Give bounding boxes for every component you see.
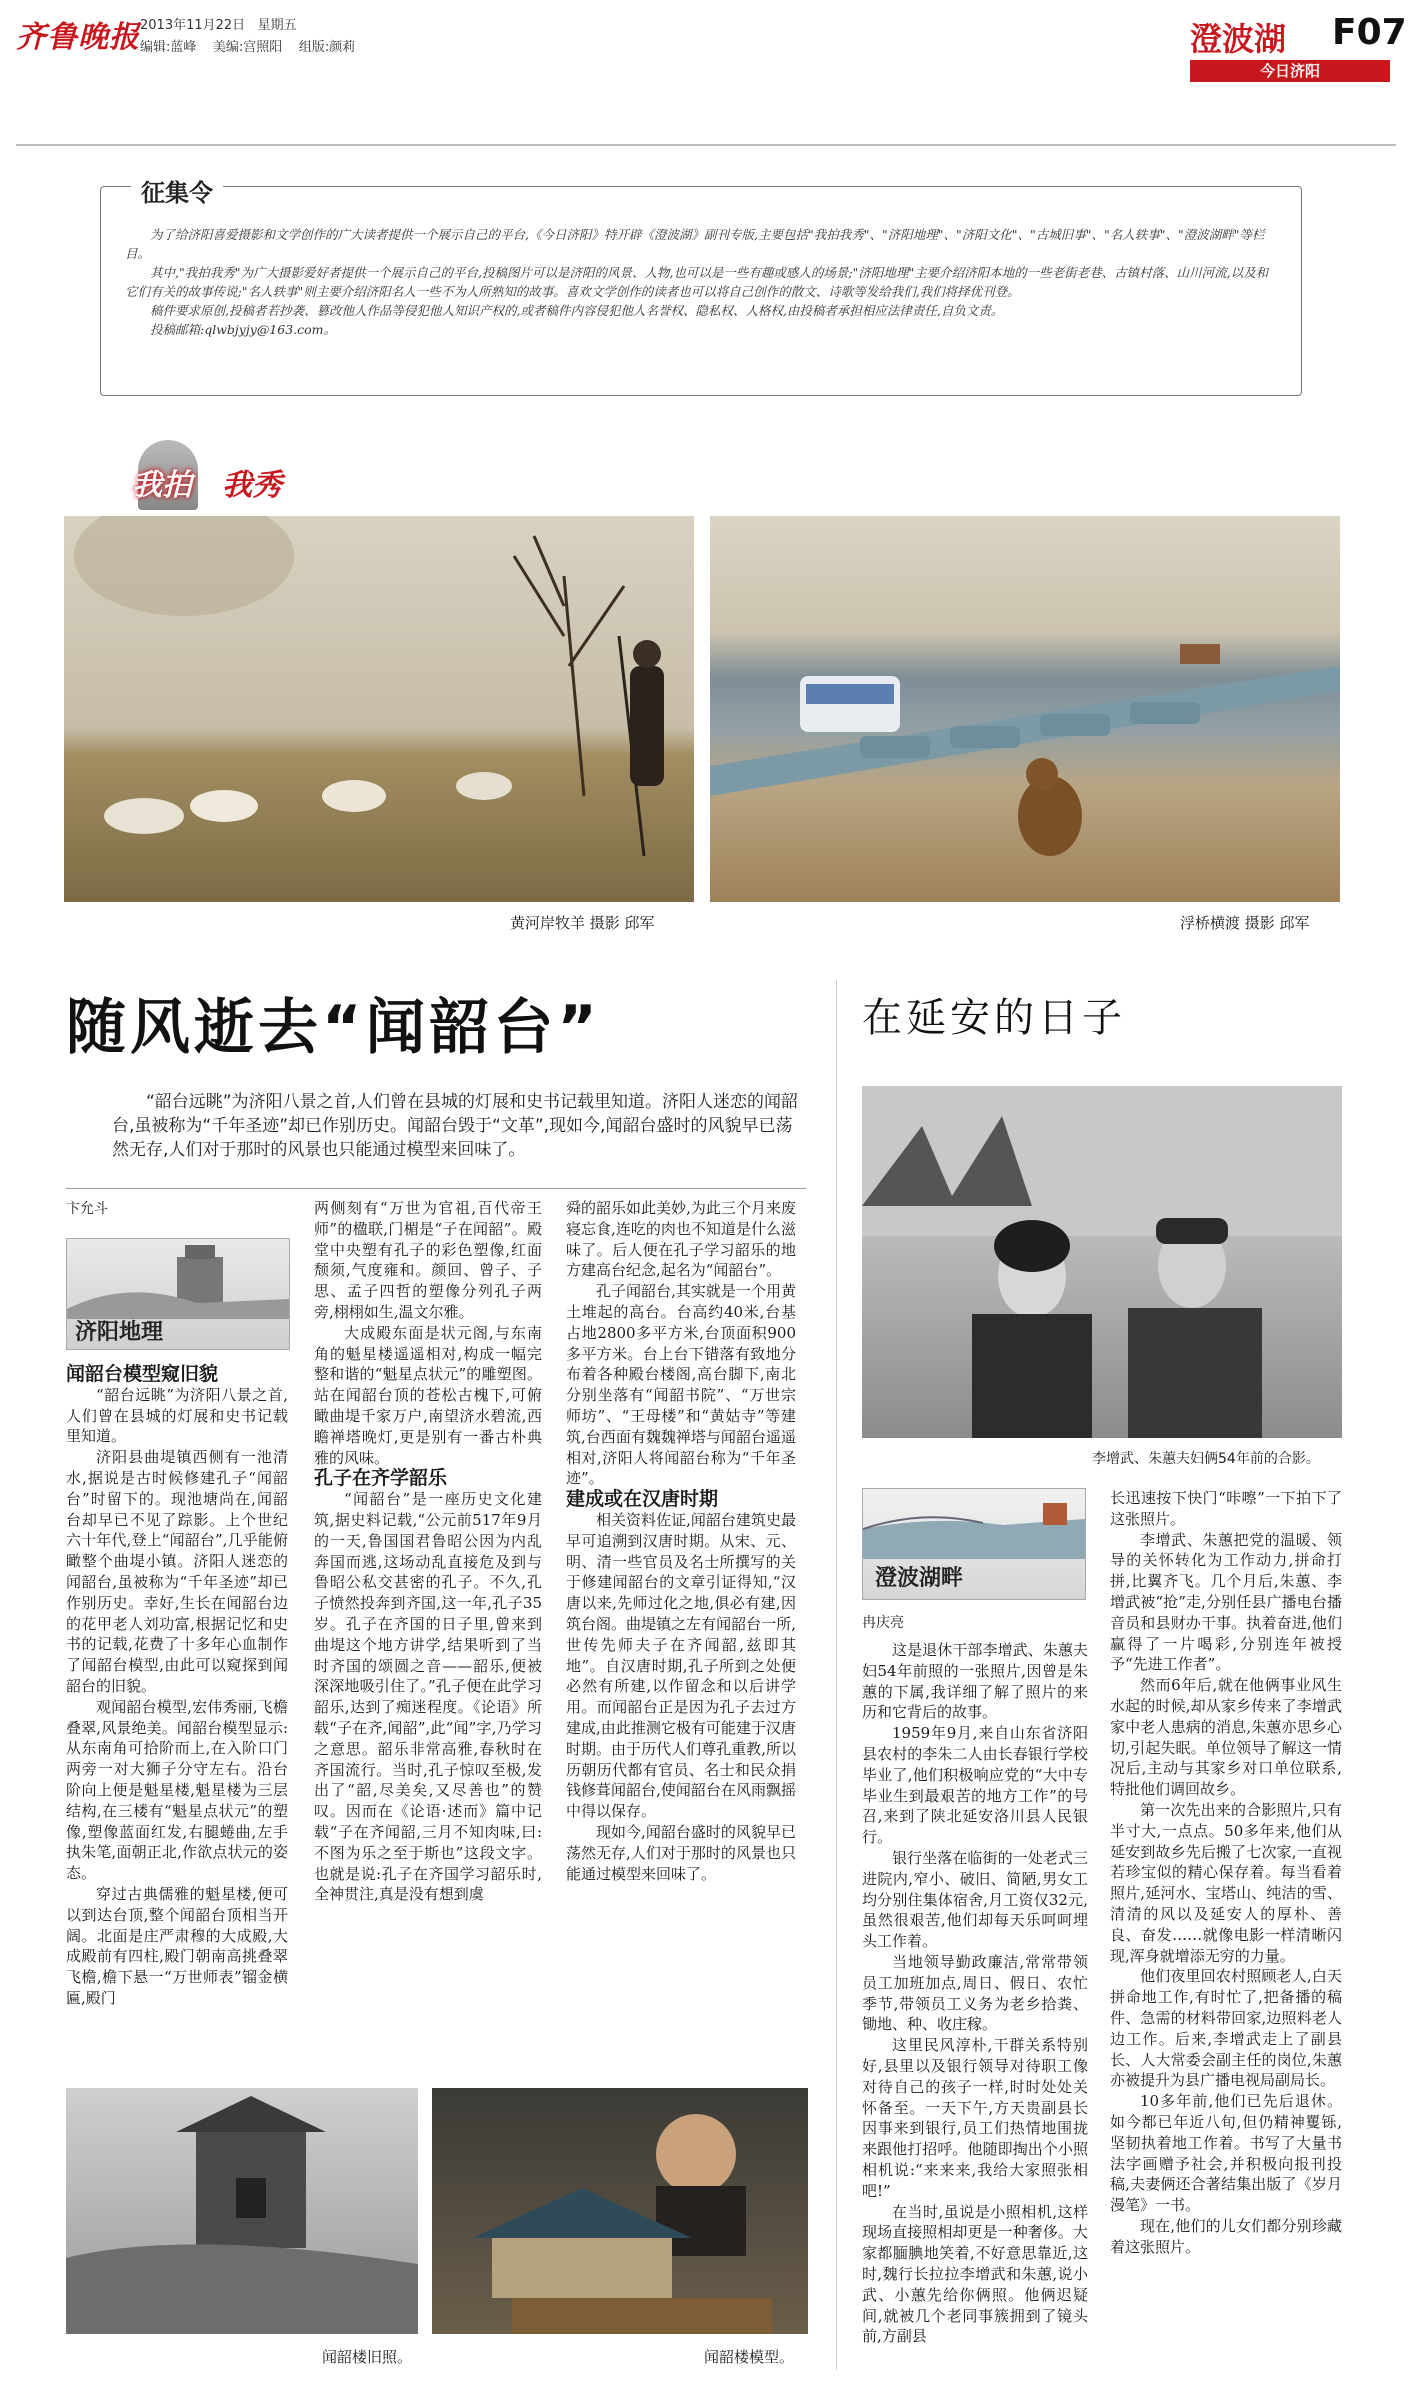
photo4-caption: 闻韶楼模型。 [704, 2348, 795, 2366]
model-illustration [432, 2088, 808, 2334]
paragraph: 第一次先出来的合影照片,只有半寸大,一点点。50多年来,他们从延安到故乡先后搬了七次家,一直视若珍宝似的精心保存着。每当看着照片,延河水、宝塔山、纯洁的雪、清清的风以及延安人的厚朴、善良、奋发……就像电影一样清晰闪现,浑身就增添无穷的力量。 [1110, 1800, 1342, 1965]
article1-rule [66, 1188, 806, 1189]
article-divider [836, 980, 837, 2370]
weekday-text: 星期五 [257, 18, 297, 33]
article1-column-2 [314, 1198, 542, 1905]
paragraph: 1959年9月,来自山东省济阳县农村的李朱二人由长春银行学校毕业了,他们积极响应党的“大中专毕业生到最艰苦的地方工作”的号召,来到了陕北延安洛川县人民银行。 [862, 1724, 1088, 1847]
paragraph: 现在,他们的儿女们都分别珍藏着这张照片。 [1110, 2216, 1342, 2256]
section-title: 澄波湖 [1190, 20, 1287, 58]
date-text: 2013年11月22日 [140, 18, 246, 33]
page-header [0, 0, 1409, 80]
article2-column-b [1110, 1488, 1342, 2257]
section-subtitle: 今日济阳 [1259, 62, 1320, 80]
layout-credit: 组版:颜莉 [298, 40, 356, 55]
article2-column-a [862, 1640, 1088, 2347]
paragraph: 穿过古典儒雅的魁星楼,便可以到达台顶,整个闻韶台顶相当开阔。北面是庄严肃穆的大成殿,大成殿前有四柱,殿门朝南高挑叠翠飞檐,檐下悬一“万世师表”镏金横匾,殿门 [66, 1884, 288, 2007]
editor-credit: 编辑:蓝峰 [140, 40, 197, 55]
paragraph: 银行坐落在临街的一处老式三进院内,窄小、破旧、简陋,男女工均分别住集体宿舍,月工资仅32元,虽然很艰苦,他们却每天乐呵呵埋头工作着。 [862, 1848, 1088, 1951]
photo2-caption: 浮桥横渡 摄影 邱军 [1180, 914, 1310, 932]
header-rule [16, 144, 1396, 146]
badge-text-b: 我秀 [222, 468, 282, 503]
designer-credit: 美编:宫照阳 [212, 40, 283, 55]
paragraph: 李增武、朱蕙把党的温暖、领导的关怀转化为工作动力,拼命打拼,比翼齐飞。几个月后,朱蕙、李增武被“抢”走,分别任县广播电台播音员和县财办干事。执着奋进,他们赢得了一片喝彩,分别连年被授予“先进工作者”。 [1110, 1530, 1342, 1674]
paragraph: 孔子闻韶台,其实就是一个用黄土堆起的高台。台高约40米,台基占地2800多平方米,台顶面积900多平方米。台上台下错落有致地分布着各种殿台楼阁,高台脚下,南北分别坐落有“闻韶书院”、“万世宗师坊”、“王母楼”和“黄姑寺”等建筑,台西面有魏魏禅塔与闻韶台遥遥相对,济阳人将闻韶台称为“千年圣迹”。 [566, 1282, 796, 1488]
staff-line [140, 36, 355, 55]
column-badge-jiyang-dili [66, 1238, 290, 1350]
old-pavilion-illustration [66, 2088, 418, 2334]
paragraph: 当地领导勤政廉洁,常常带领员工加班加点,周日、假日、农忙季节,带领员工义务为老乡拾粪、锄地、种、收庄稼。 [862, 1952, 1088, 2034]
article1-column-3 [566, 1198, 796, 1884]
lake-scene-icon [863, 1489, 1085, 1559]
paragraph: 济阳县曲堤镇西侧有一池清水,据说是古时候修建孔子“闻韶台”时留下的。现池塘尚在,闻韶台却早已不见了踪影。上个世纪六十年代,登上“闻韶台”,几乎能俯瞰整个曲堤小镇。济阳人迷恋的闻韶台,虽被称为“千年圣迹”却已作别历史。幸好,生长在闻韶台边的花甲老人刘功富,根据记忆和史书的记载,花费了十多年心血制作了闻韶台模型,由此可以窥探到闻韶台的旧貌。 [66, 1448, 288, 1695]
photo-couple-1959 [862, 1086, 1342, 1438]
paragraph: 这里民风淳朴,干群关系特别好,县里以及银行领导对待职工像对待自己的孩子一样,时时处处关怀备至。一天下午,方天贵副县长因事来到银行,员工们热情地围拢来跟他打招呼。他随即掏出个小照相机说:“来来来,我给大家照张相吧!” [862, 2036, 1088, 2200]
badge-text-a: 我拍 [132, 468, 192, 503]
article1-lead: “韶台远眺”为济阳八景之首,人们曾在县城的灯展和史书记载里知道。济阳人迷恋的闻韶台,虽被称为“千年圣迹”却已作别历史。闻韶台毁于“文革”,现如今,闻韶台盛时的风貌早已荡然无存,人们对于那时的风景也只能通过模型来回味了。 [112, 1092, 799, 1160]
article1-column-1 [66, 1364, 288, 2009]
article1-author: 卞允斗 [66, 1201, 108, 1217]
paragraph: 相关资料佐证,闻韶台建筑史最早可追溯到汉唐时期。从宋、元、明、清一些官员及名士所撰写的关于修建闻韶台的文章引证得知,“汉唐以来,先师过化之地,俱必有建,因筑台阁。曲堤镇之左有闻韶台一所,世传先师夫子在齐闻韶,兹即其地”。自汉唐时期,孔子所到之处便必然有所建,以作留念和以后讲学用。而闻韶台正是因为孔子去过方建成,由此推测它极有可能建于汉唐时期。由于历代人们尊孔重教,所以历朝历代都有官员、名士和民众捐钱修葺闻韶台,使闻韶台在风雨飘摇中得以保存。 [566, 1510, 796, 1821]
badge-label: 澄波湖畔 [875, 1566, 964, 1591]
paragraph: 舜的韶乐如此美妙,为此三个月来废寝忘食,连吃的肉也不知道是什么滋味了。后人便在孔子学习韶乐的地方建高台纪念,起名为“闻韶台”。 [566, 1199, 796, 1280]
notice-paragraph: 为了给济阳喜爱摄影和文学创作的广大读者提供一个展示自己的平台,《今日济阳》特开辟《澄波湖》副刊专版,主要包括"我拍我秀"、"济阳地理"、"济阳文化"、"古城旧事"、"名人轶事"、"澄波湖畔"等栏目。 [125, 227, 1265, 261]
section-subtitle-bar [1190, 60, 1390, 82]
newspaper-logo: 齐鲁晚报 [16, 20, 140, 55]
article2-headline: 在延安的日子 [862, 995, 1126, 1041]
paragraph: 10多年前,他们已先后退休。如今都已年近八旬,但仍精神矍铄,坚韧执着地工作着。书写了大量书法字画赠予社会,并积极向报刊投稿,夫妻俩还合著结集出版了《岁月漫笔》一书。 [1110, 2092, 1342, 2215]
notice-body [125, 225, 1275, 339]
subheading-han-tang: 建成或在汉唐时期 [566, 1488, 719, 1511]
article1-headline: 随风逝去“闻韶台” [66, 993, 601, 1063]
couple-portrait-illustration [862, 1086, 1342, 1438]
shepherd-scene-illustration [64, 516, 694, 902]
paragraph: 这是退休干部李增武、朱蕙夫妇54年前照的一张照片,因曾是朱蕙的下属,我详细了解了照片的来历和它背后的故事。 [862, 1641, 1088, 1722]
article2-author: 冉庆亮 [862, 1615, 904, 1631]
couple-photo-caption: 李增武、朱蕙夫妇俩54年前的合影。 [1092, 1451, 1320, 1467]
column-badge-chengbohu-pan [862, 1488, 1086, 1600]
photo-pontoon-bridge [710, 516, 1340, 902]
ancient-tower-sketch-icon [67, 1239, 289, 1319]
paragraph: “闻韶台”是一座历史文化建筑,据史料记载,“公元前517年9月的一天,鲁国国君鲁昭公因为内乱奔国而逃,这场动乱直接危及到与鲁昭公私交甚密的孔子。不久,孔子愤然投奔到齐国,这一年,孔子35岁。孔子在齐国的日子里,曾来到曲堤这个地方讲学,结果听到了当时齐国的颂圆之音——韶乐,便被深深地吸引住了。”孔子便在此学习韶乐,达到了痴迷程度。《论语》所载“子在齐,闻韶”,此“闻”字,乃学习之意思。韶乐非常高雅,春秋时在齐国流行。当时,孔子惊叹至极,发出了“韶,尽美矣,又尽善也”的赞叹。因而在《论语·述而》篇中记载“子在齐闻韶,三月不知肉味,曰:不图为乐之至于斯也”这段文字。也就是说:孔子在齐国学习韶乐时,全神贯注,真是没有想到虞 [314, 1490, 542, 1904]
bridge-scene-illustration [710, 516, 1340, 902]
paragraph: 在当时,虽说是小照相机,这样现场直接照相却更是一种奢侈。大家都腼腆地笑着,不好意思靠近,这时,魏行长拉拉李增武和朱蕙,说小武、小蕙先给你俩照。他俩迟疑间,就被几个老同事簇拥到了镜头前,方副县 [862, 2202, 1088, 2346]
issue-date [140, 14, 297, 33]
photo1-caption: 黄河岸牧羊 摄影 邱军 [510, 914, 655, 932]
column-badge-wopai-woxiu [118, 440, 338, 510]
paragraph: 大成殿东面是状元阁,与东南角的魁星楼遥遥相对,构成一幅完整和谐的“魁星点状元”的雕塑图。站在闻韶台顶的苍松古槐下,可俯瞰曲堤千家万户,南望济水碧流,西瞻禅塔晚灯,更是别有一番古朴典雅的风味。 [314, 1323, 542, 1467]
paragraph: 他们夜里回农村照顾老人,白天拼命地工作,有时忙了,把备播的稿件、急需的材料带回家,边照料老人边工作。后来,李增武走上了副县长、人大常委会副主任的岗位,朱蕙亦被提升为县广播电视局副局长。 [1110, 1967, 1342, 2090]
notice-box [100, 179, 1302, 396]
photo-shepherd-sheep [64, 516, 694, 902]
notice-email: 投稿邮箱:qlwbjyjy@163.com。 [150, 322, 336, 337]
notice-paragraph: 稿件要求原创,投稿者若抄袭、篡改他人作品等侵犯他人知识产权的,或者稿件内容侵犯他人名誉权、隐私权、人格权,由投稿者承担相应法律责任,自负文责。 [150, 303, 1004, 318]
paragraph: 两侧刻有“万世为官祖,百代帝王师”的楹联,门楣是“子在闻韶”。殿堂中央塑有孔子的彩色塑像,红面颓须,气度雍和。颜回、曾子、子思、孟子四哲的塑像分列孔子两旁,栩栩如生,温文尔雅。 [314, 1199, 542, 1321]
photo3-caption: 闻韶楼旧照。 [322, 2348, 413, 2366]
badge-label: 济阳地理 [75, 1320, 164, 1345]
paragraph: 然而6年后,就在他俩事业风生水起的时候,却从家乡传来了李增武家中老人患病的消息,朱蕙亦思乡心切,引起失眠。单位领导了解这一情况后,主动与其家乡对口单位联系,特批他们调回故乡。 [1110, 1676, 1342, 1799]
notice-title: 征集令 [131, 173, 223, 208]
photo-pavilion-model [432, 2088, 808, 2334]
page-number: F07 [1332, 12, 1407, 53]
photo-old-pavilion [66, 2088, 418, 2334]
paragraph: 现如今,闻韶台盛时的风貌早已荡然无存,人们对于那时的风景也只能通过模型来回味了。 [566, 1822, 796, 1883]
subheading-confucius: 孔子在齐学韶乐 [314, 1467, 448, 1490]
notice-paragraph: 其中,"我拍我秀"为广大摄影爱好者提供一个展示自己的平台,投稿图片可以是济阳的风景、人物,也可以是一些有趣或感人的场景;"济阳地理"主要介绍济阳本地的一些老街老巷、古镇村落、山川河流,以及和它们有关的故事传说;"名人轶事"则主要介绍济阳名人一些不为人所熟知的故事。喜欢文学创作的读者也可以将自己创作的散文、诗歌等发给我们,我们将择优刊登。 [125, 265, 1269, 299]
paragraph: 观闻韶台模型,宏伟秀丽,飞檐叠翠,风景绝美。闻韶台模型显示:从东南角可拾阶而上,在入阶口门两旁一对大狮子分守左右。沿台阶向上便是魁星楼,魁星楼为三层结构,在三楼有“魁星点状元”的塑像,塑像蓝面红发,右腿蜷曲,左手执朱笔,面朝正北,作欲点状元的姿态。 [66, 1697, 288, 1883]
paragraph: “韶台远眺”为济阳八景之首,人们曾在县城的灯展和史书记载里知道。 [66, 1385, 288, 1446]
subheading-model: 闻韶台模型窥旧貌 [66, 1363, 219, 1385]
paragraph: 长迅速按下快门“咔嚓”一下拍下了这张照片。 [1110, 1489, 1342, 1528]
